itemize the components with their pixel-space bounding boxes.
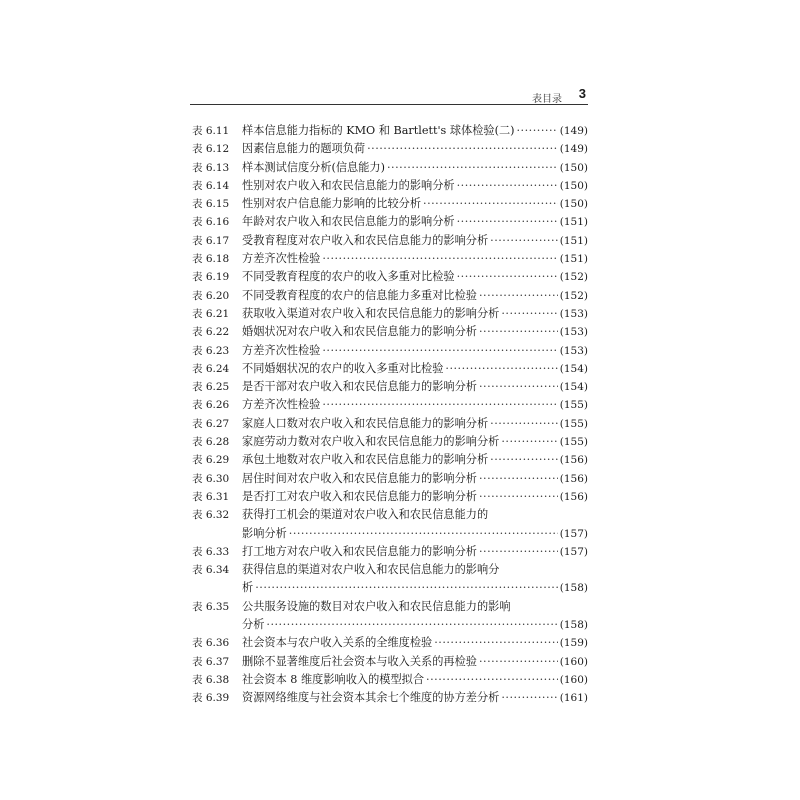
dot-leader — [367, 140, 558, 158]
entry-title-continuation-line — [242, 525, 588, 543]
table-number: 表 6.13 — [192, 161, 230, 174]
entry-title: 年龄对农户收入和农民信息能力的影响分析 — [242, 215, 455, 229]
table-number: 表 6.32 — [192, 509, 230, 522]
page-reference: (157) — [559, 545, 588, 558]
table-number: 表 6.22 — [192, 326, 230, 339]
table-number: 表 6.11 — [192, 125, 230, 137]
toc-entry[interactable] — [192, 159, 588, 177]
page-reference: (150) — [559, 198, 588, 211]
toc-entry[interactable] — [192, 689, 588, 707]
page-reference: (150) — [559, 179, 588, 192]
table-number: 表 6.27 — [192, 417, 230, 430]
entry-title: 打工地方对农户收入和农民信息能力的影响分析 — [242, 544, 477, 558]
table-number: 表 6.28 — [192, 436, 230, 449]
toc-entry[interactable] — [192, 543, 588, 561]
toc-entry[interactable] — [192, 232, 588, 250]
entry-body — [242, 342, 588, 360]
entry-body — [242, 671, 588, 689]
toc-entry[interactable] — [192, 671, 588, 689]
toc-entry[interactable] — [192, 396, 588, 414]
dot-leader — [322, 342, 557, 360]
page-reference: (153) — [559, 326, 588, 339]
toc-entry[interactable] — [192, 506, 588, 543]
entry-body — [242, 177, 588, 195]
toc-entry[interactable] — [192, 415, 588, 433]
entry-title-continuation: 析 — [242, 581, 254, 595]
entry-title-continuation: 影响分析 — [242, 526, 287, 540]
table-number: 表 6.23 — [192, 344, 230, 357]
table-number: 表 6.25 — [192, 381, 230, 394]
entry-body — [242, 360, 588, 378]
table-number: 表 6.24 — [192, 362, 230, 375]
table-number: 表 6.31 — [192, 490, 230, 503]
dot-leader — [479, 323, 558, 341]
table-number: 表 6.30 — [192, 472, 230, 485]
entry-body — [242, 506, 588, 543]
entry-title-continuation-line — [242, 616, 588, 634]
entry-title: 是否干部对农户收入和农民信息能力的影响分析 — [242, 380, 477, 394]
entry-title: 方差齐次性检验 — [242, 398, 321, 412]
dot-leader — [479, 287, 558, 305]
dot-leader — [501, 305, 557, 323]
table-number: 表 6.37 — [192, 655, 230, 668]
dot-leader — [479, 378, 558, 396]
entry-body — [242, 598, 588, 635]
entry-title: 不同受教育程度的农户的信息能力多重对比检验 — [242, 288, 477, 302]
dot-leader — [457, 268, 558, 286]
entry-title: 社会资本 8 维度影响收入的模型拟合 — [242, 672, 425, 686]
entry-title: 删除不显著维度后社会资本与收入关系的再检验 — [242, 654, 477, 668]
entry-body — [242, 396, 588, 414]
page-reference: (149) — [559, 125, 588, 137]
toc-entry[interactable] — [192, 140, 588, 158]
page-reference: (160) — [559, 655, 588, 668]
entry-body — [242, 653, 588, 671]
table-number: 表 6.15 — [192, 198, 230, 211]
page-reference: (154) — [559, 381, 588, 394]
entry-body — [242, 213, 588, 231]
entry-body — [242, 451, 588, 469]
dot-leader — [479, 470, 558, 488]
entry-body — [242, 634, 588, 652]
page-reference: (156) — [559, 490, 588, 503]
dot-leader — [266, 616, 557, 634]
page-reference: (161) — [559, 692, 588, 705]
page-reference: (151) — [559, 253, 588, 266]
entry-body — [242, 543, 588, 561]
entry-body — [242, 305, 588, 323]
entry-body — [242, 232, 588, 250]
table-number: 表 6.12 — [192, 143, 230, 156]
entry-title: 获得信息的渠道对农户收入和农民信息能力的影响分 — [242, 563, 500, 577]
toc-entry[interactable] — [192, 634, 588, 652]
entry-title: 方差齐次性检验 — [242, 343, 321, 357]
toc-entry[interactable] — [192, 323, 588, 341]
entry-title: 性别对农户信息能力影响的比较分析 — [242, 197, 422, 211]
dot-leader — [434, 634, 558, 652]
toc-entry[interactable] — [192, 378, 588, 396]
entry-body — [242, 287, 588, 305]
entry-title: 是否打工对农户收入和农民信息能力的影响分析 — [242, 489, 477, 503]
dot-leader — [289, 525, 558, 543]
header-section-title: 表目录 — [532, 94, 562, 105]
entry-title: 性别对农户收入和农民信息能力的影响分析 — [242, 178, 455, 192]
entry-title: 家庭人口数对农户收入和农民信息能力的影响分析 — [242, 416, 489, 430]
entry-body — [242, 488, 588, 506]
page-reference: (157) — [559, 527, 588, 540]
entry-title: 样本测试信度分析(信息能力) — [242, 160, 385, 174]
entry-title: 家庭劳动力数对农户收入和农民信息能力的影响分析 — [242, 435, 500, 449]
table-number: 表 6.26 — [192, 399, 230, 412]
page-reference: (156) — [559, 472, 588, 485]
entry-title: 方差齐次性检验 — [242, 252, 321, 266]
entry-title: 公共服务设施的数目对农户收入和农民信息能力的影响 — [242, 599, 511, 613]
toc-entry[interactable] — [192, 470, 588, 488]
page-reference: (158) — [559, 619, 588, 632]
dot-leader — [445, 360, 557, 378]
dot-leader — [426, 671, 558, 689]
dot-leader — [457, 177, 558, 195]
entry-body — [242, 378, 588, 396]
page-reference: (159) — [559, 637, 588, 650]
toc-entry[interactable] — [192, 561, 588, 598]
table-number: 表 6.19 — [192, 271, 230, 284]
entry-body — [242, 561, 588, 598]
toc-entry[interactable] — [192, 195, 588, 213]
toc-entry[interactable] — [192, 213, 588, 231]
table-number: 表 6.35 — [192, 600, 230, 613]
dot-leader — [322, 250, 557, 268]
entry-title: 获取收入渠道对农户收入和农民信息能力的影响分析 — [242, 306, 500, 320]
dot-leader — [423, 195, 558, 213]
toc-entry[interactable] — [192, 451, 588, 469]
dot-leader — [479, 543, 558, 561]
entry-title: 婚姻状况对农户收入和农民信息能力的影响分析 — [242, 325, 477, 339]
entry-body — [242, 122, 588, 140]
page-reference: (155) — [559, 399, 588, 412]
entry-title-continuation: 分析 — [242, 618, 265, 632]
table-number: 表 6.34 — [192, 564, 230, 577]
table-number: 表 6.29 — [192, 454, 230, 467]
table-number: 表 6.16 — [192, 216, 230, 229]
page-reference: (150) — [559, 161, 588, 174]
toc-entry[interactable] — [192, 177, 588, 195]
dot-leader — [490, 232, 558, 250]
toc-entry[interactable] — [192, 268, 588, 286]
table-number: 表 6.38 — [192, 673, 230, 686]
entry-title: 获得打工机会的渠道对农户收入和农民信息能力的 — [242, 508, 489, 522]
page-reference: (156) — [559, 454, 588, 467]
header-page-number: 3 — [578, 86, 586, 101]
entry-title: 资源网络维度与社会资本其余七个维度的协方差分析 — [242, 691, 500, 705]
toc-entry[interactable] — [192, 598, 588, 635]
entry-body — [242, 159, 588, 177]
page-reference: (149) — [559, 143, 588, 156]
table-number: 表 6.17 — [192, 234, 230, 247]
dot-leader — [387, 159, 558, 177]
dot-leader — [490, 451, 558, 469]
toc-entry[interactable] — [192, 122, 588, 140]
toc-entry[interactable] — [192, 360, 588, 378]
dot-leader — [255, 579, 558, 597]
entry-title: 不同受教育程度的农户的收入多重对比检验 — [242, 270, 455, 284]
entry-body — [242, 195, 588, 213]
entry-title: 不同婚姻状况的农户的收入多重对比检验 — [242, 361, 444, 375]
table-number: 表 6.39 — [192, 692, 230, 705]
entry-body — [242, 433, 588, 451]
entry-title: 样本信息能力指标的 KMO 和 Bartlett's 球体检验(二) — [242, 124, 515, 137]
table-number: 表 6.18 — [192, 253, 230, 266]
dot-leader — [501, 689, 557, 707]
entry-title: 受教育程度对农户收入和农民信息能力的影响分析 — [242, 233, 489, 247]
entry-body — [242, 415, 588, 433]
toc-entry[interactable] — [192, 433, 588, 451]
dot-leader — [479, 653, 558, 671]
page-reference: (152) — [559, 271, 588, 284]
entry-body — [242, 268, 588, 286]
toc-entry[interactable] — [192, 250, 588, 268]
entry-title: 因素信息能力的题项负荷 — [242, 142, 366, 156]
dot-leader — [517, 122, 558, 140]
entry-title-continuation-line — [242, 579, 588, 597]
entry-body — [242, 689, 588, 707]
entry-body — [242, 470, 588, 488]
table-number: 表 6.20 — [192, 289, 230, 302]
table-number: 表 6.21 — [192, 307, 230, 320]
toc-entry[interactable] — [192, 342, 588, 360]
entry-body — [242, 250, 588, 268]
dot-leader — [457, 213, 558, 231]
page-reference: (153) — [559, 307, 588, 320]
page-reference: (155) — [559, 417, 588, 430]
dot-leader — [501, 433, 557, 451]
table-number: 表 6.33 — [192, 545, 230, 558]
entry-body — [242, 323, 588, 341]
running-header — [190, 86, 588, 105]
page-reference: (151) — [559, 216, 588, 229]
dot-leader — [322, 396, 557, 414]
page-reference: (160) — [559, 673, 588, 686]
table-of-contents-list — [192, 122, 588, 708]
page-reference: (152) — [559, 289, 588, 302]
entry-title: 承包土地数对农户收入和农民信息能力的影响分析 — [242, 453, 489, 467]
entry-body — [242, 140, 588, 158]
entry-title: 社会资本与农户收入关系的全维度检验 — [242, 636, 433, 650]
table-number: 表 6.36 — [192, 637, 230, 650]
toc-entry[interactable] — [192, 287, 588, 305]
page-reference: (154) — [559, 362, 588, 375]
toc-entry[interactable] — [192, 653, 588, 671]
page-reference: (158) — [559, 582, 588, 595]
dot-leader — [479, 488, 558, 506]
toc-entry[interactable] — [192, 305, 588, 323]
page-reference: (153) — [559, 344, 588, 357]
page-reference: (155) — [559, 436, 588, 449]
table-number: 表 6.14 — [192, 179, 230, 192]
toc-entry[interactable] — [192, 488, 588, 506]
page-reference: (151) — [559, 234, 588, 247]
entry-title: 居住时间对农户收入和农民信息能力的影响分析 — [242, 471, 477, 485]
dot-leader — [490, 415, 558, 433]
